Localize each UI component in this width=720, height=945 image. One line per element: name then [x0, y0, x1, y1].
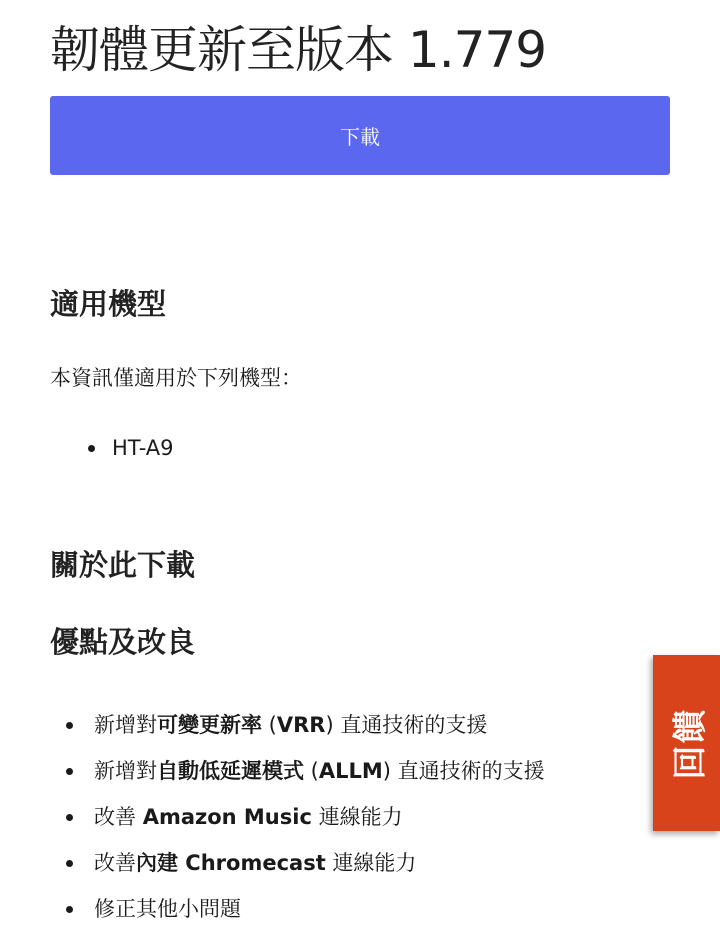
improvements-list [64, 709, 545, 939]
model-list [88, 432, 174, 464]
download-button[interactable]: 下載 [50, 96, 670, 175]
models-intro: 本資訊僅適用於下列機型： [50, 366, 302, 390]
feedback-tab[interactable] [653, 655, 720, 831]
about-heading: 關於此下載 [50, 548, 196, 582]
page-title: 韌體更新至版本 1.779 [50, 21, 547, 79]
model-item: HT-A9 [88, 432, 174, 464]
list-item: 修正其他小問題 [64, 893, 545, 939]
list-item: 新增對自動低延遲模式 (ALLM) 直通技術的支援 [64, 755, 545, 801]
list-item: 新增對可變更新率 (VRR) 直通技術的支援 [64, 709, 545, 755]
list-item: 改善 Amazon Music 連線能力 [64, 801, 545, 847]
models-heading: 適用機型 [50, 287, 167, 321]
feedback-label: 回饋 [670, 707, 710, 779]
improvements-heading: 優點及改良 [50, 625, 196, 659]
list-item: 改善內建 Chromecast 連線能力 [64, 847, 545, 893]
